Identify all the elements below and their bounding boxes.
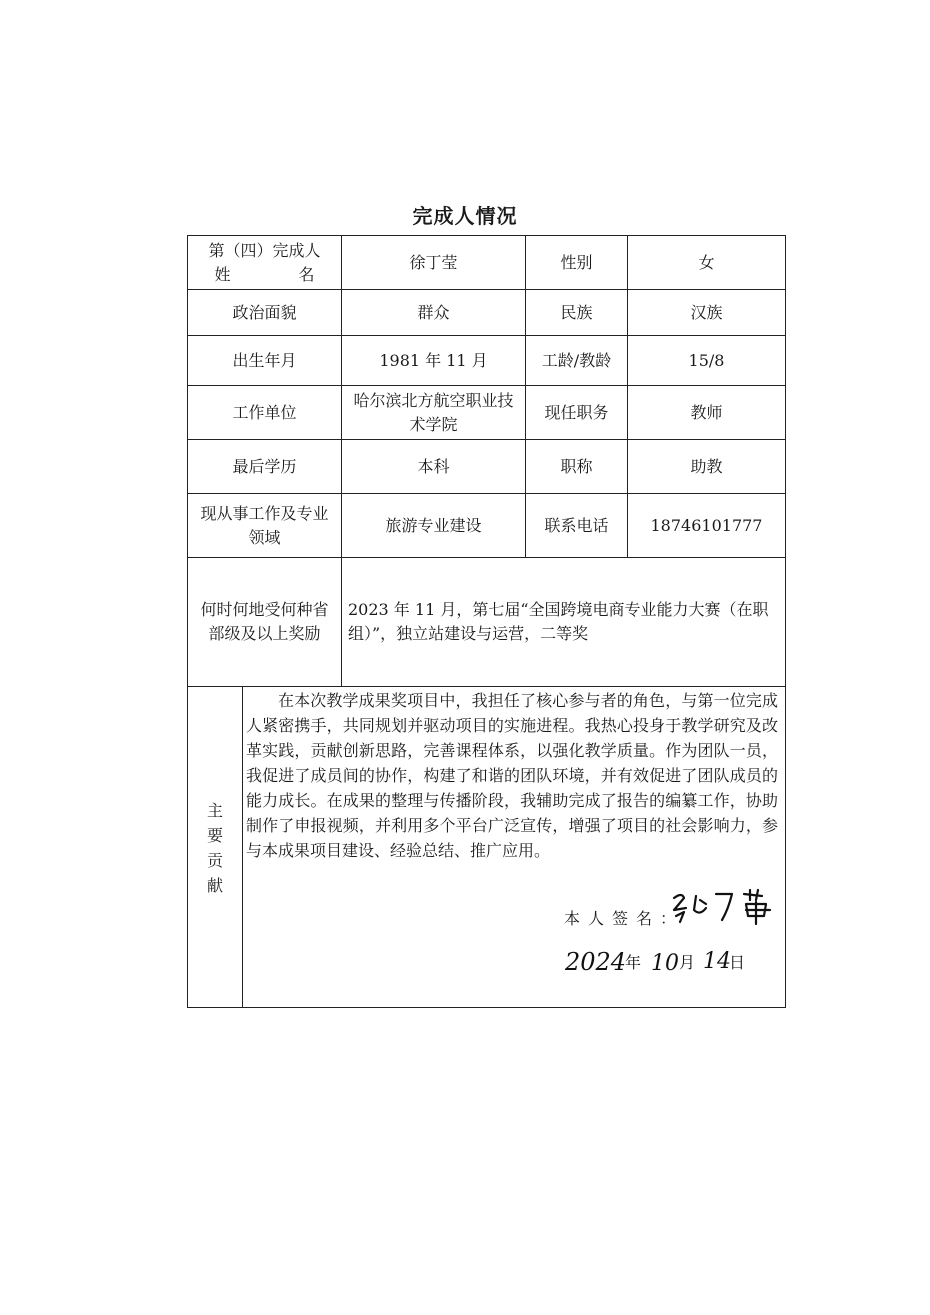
seniority-label: 工龄/教龄 — [541, 350, 612, 370]
political-label: 政治面貌 — [232, 302, 297, 322]
date-year-unit: 年 — [625, 953, 642, 972]
date-day: 14 — [703, 949, 731, 974]
seniority-value: 15/8 — [688, 350, 725, 370]
name-label: 第（四）完成人 — [208, 240, 321, 260]
phone-value: 18746101777 — [650, 515, 763, 535]
field-value: 旅游专业建设 — [385, 515, 482, 535]
birth-value: 1981 年 11 月 — [379, 350, 488, 370]
row-divider — [188, 686, 786, 687]
handwritten-signature — [666, 886, 776, 926]
name-label-char: 姓 — [214, 264, 231, 284]
completer-info-form — [187, 235, 786, 1008]
column-divider — [341, 557, 342, 686]
ethnic-label: 民族 — [560, 302, 593, 322]
handwritten-date — [563, 944, 763, 978]
political-value: 群众 — [417, 302, 450, 322]
award-value: 2023 年 11 月，第七届“全国跨境电商专业能力大赛（在职组）”，独立站建设与运营，二等奖 — [348, 600, 769, 643]
education-label: 最后学历 — [232, 456, 297, 476]
contribution-label-char: 要 — [206, 825, 223, 845]
contribution-text: 在本次教学成果奖项目中，我担任了核心参与者的角色，与第一位完成人紧密携手，共同规划并驱动项目的实施进程。我热心投身于教学研究及改革实践，贡献创新思路，完善课程体系，以强化教学质量。作为团队一员，我促进了成员间的协作，构建了和谐的团队环境，并有效促进了团队成员的能力成长。在成果的整理与传播阶段，我辅助完成了报告的编纂工作，协助制作了申报视频，并利用多个平台广泛宣传，增强了项目的社会影响力，参与本成果项目建设、经验总结、推广应用。 — [246, 691, 778, 860]
birth-label: 出生年月 — [232, 350, 297, 370]
title-value: 助教 — [690, 456, 723, 476]
form-title: 完成人情况 — [412, 204, 518, 228]
contribution-label-char: 主 — [206, 800, 223, 820]
ethnic-value: 汉族 — [690, 302, 723, 322]
contribution-label-char: 献 — [206, 875, 223, 895]
date-year: 2024 — [565, 948, 627, 976]
education-value: 本科 — [417, 456, 450, 476]
name-label-char: 名 — [298, 264, 315, 284]
award-label: 何时何地受何种省部级及以上奖励 — [200, 600, 329, 643]
date-day-unit: 日 — [729, 953, 746, 972]
date-month-unit: 月 — [679, 953, 696, 972]
title-label: 职称 — [560, 456, 593, 476]
phone-label: 联系电话 — [544, 515, 609, 535]
position-label: 现任职务 — [544, 402, 609, 422]
gender-value: 女 — [698, 252, 715, 272]
employer-value: 哈尔滨北方航空职业技术学院 — [353, 390, 514, 434]
gender-label: 性别 — [560, 252, 593, 272]
signature-label: 本人签名： — [564, 909, 685, 928]
column-divider — [242, 686, 243, 1008]
contribution-label — [188, 687, 242, 1008]
date-month: 10 — [651, 951, 679, 976]
name-label-cell — [188, 236, 341, 289]
name-value: 徐丁莹 — [409, 252, 458, 272]
position-value: 教师 — [690, 402, 723, 422]
field-label: 现从事工作及专业领域 — [200, 503, 329, 547]
contribution-label-char: 贡 — [206, 850, 223, 870]
employer-label: 工作单位 — [232, 402, 297, 422]
